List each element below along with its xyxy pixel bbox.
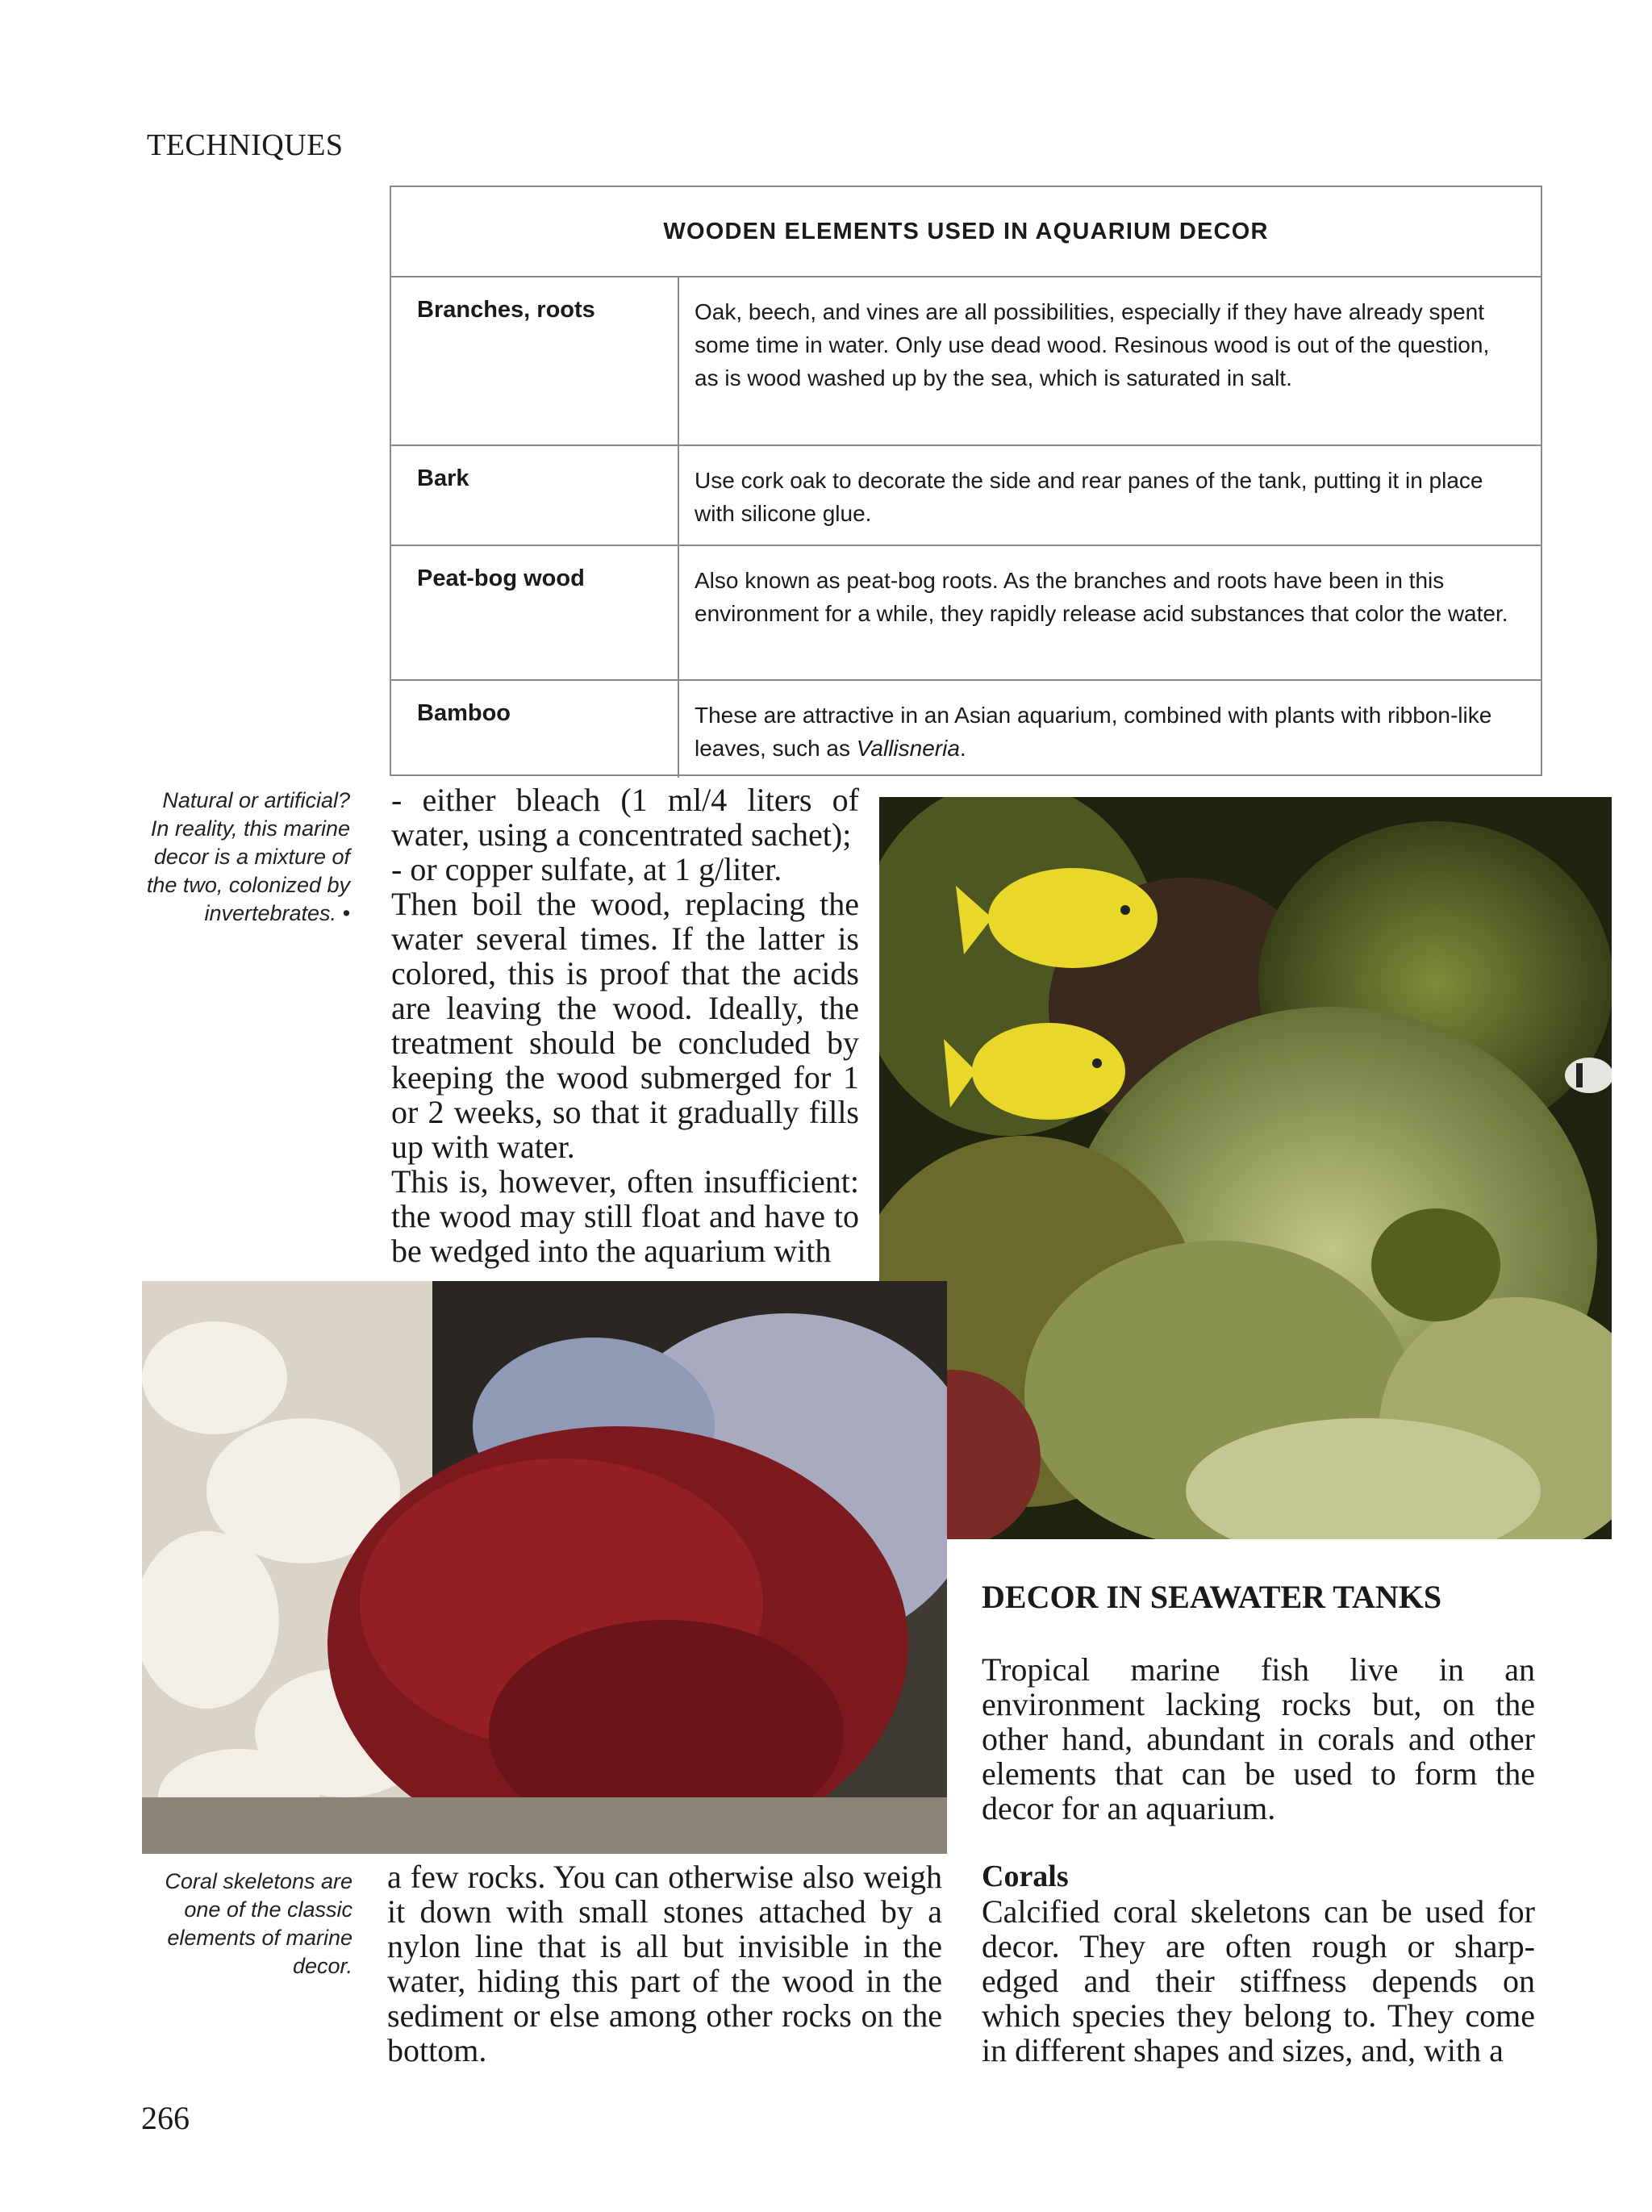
- coral-illustration: [142, 1281, 947, 1854]
- body-text-column-2: [982, 1580, 1535, 2068]
- table-term: Bamboo: [417, 700, 511, 726]
- table-row: [391, 278, 1541, 446]
- section-header: TECHNIQUES: [147, 128, 344, 162]
- caption-marine-decor: Natural or artificial? In reality, this marine decor is a mixture of the two, colonized by invertebrates. •: [146, 788, 350, 925]
- table-row: [391, 446, 1541, 546]
- table-term: Bark: [417, 465, 469, 491]
- page-number: 266: [141, 2100, 190, 2136]
- paragraph: - either bleach (1 ml/4 liters of water, using a concentrated sachet);: [391, 782, 859, 853]
- table-term: Branches, roots: [417, 297, 595, 323]
- body-text-column-1-bottom: [387, 1859, 942, 2068]
- paragraph: Calcified coral skeletons can be used for decor. They are often rough or sharp-edged and their stiffness depends on which species they belong to. They come in different shapes and sizes, and, with a: [982, 1893, 1535, 2068]
- paragraph: - or copper sulfate, at 1 g/liter.: [391, 851, 782, 887]
- table-description: These are attractive in an Asian aquarium, combined with plants with ribbon-like leaves, such as Vallisneria.: [695, 703, 1492, 761]
- paragraph: Tropical marine fish live in an environment lacking rocks but, on the other hand, abundant in corals and other elements that can be used to form the decor for an aquarium.: [982, 1651, 1535, 1826]
- table-row: [391, 546, 1541, 681]
- body-text-column-1-top: [391, 783, 859, 1268]
- photo-coral-skeletons: [142, 1281, 947, 1854]
- subheading-corals: Corals: [982, 1859, 1069, 1893]
- wooden-elements-table: [390, 186, 1542, 776]
- reef-illustration: [879, 797, 1612, 1539]
- paragraph: a few rocks. You can otherwise also weigh it down with small stones attached by a nylon line that is all but invisible in the water, hiding this part of the wood in the sediment or else among other rocks on the bottom.: [387, 1859, 942, 2068]
- italic-species-name: Vallisneria: [856, 736, 960, 761]
- paragraph: Then boil the wood, replacing the water several times. If the latter is colored, this is proof that the acids are leaving the wood. Ideally, the treatment should be concluded by keeping the wood submerged for 1 or 2 weeks, so that it gradually fills up with water.: [391, 886, 859, 1165]
- table-term: Peat-bog wood: [417, 566, 585, 591]
- table-row: [391, 681, 1541, 778]
- photo-marine-reef: [879, 797, 1612, 1539]
- table-description: Use cork oak to decorate the side and rear panes of the tank, putting it in place with silicone glue.: [695, 468, 1483, 526]
- table-description: Also known as peat-bog roots. As the branches and roots have been in this environment for a while, they rapidly release acid substances that color the water.: [695, 568, 1508, 626]
- paragraph: This is, however, often insufficient: the wood may still float and have to be wedged into the aquarium with: [391, 1163, 859, 1269]
- table-title: WOODEN ELEMENTS USED IN AQUARIUM DECOR: [391, 187, 1541, 278]
- caption-coral-skeletons: Coral skeletons are one of the classic elements of marine decor.: [165, 1869, 353, 1978]
- section-heading-seawater: DECOR IN SEAWATER TANKS: [982, 1579, 1442, 1615]
- table-description: Oak, beech, and vines are all possibilities, especially if they have already spent some time in water. Only use dead wood. Resinous wood is out of the question, as is wood washed up by the sea, which is saturated in salt.: [695, 299, 1490, 390]
